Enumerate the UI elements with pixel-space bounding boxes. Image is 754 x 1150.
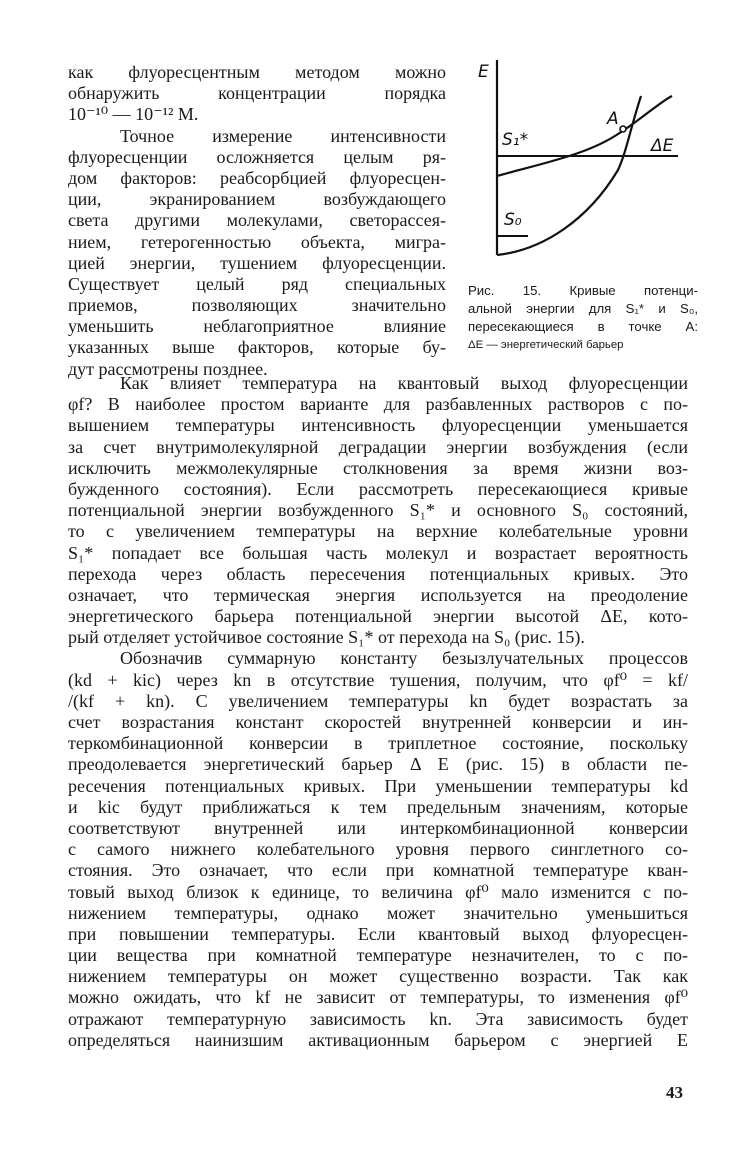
text-line: теркомбинационной конверсии в триплетное состояние, поскольку <box>68 733 688 754</box>
text-line: означает, что термическая энергия используется на преодоление <box>68 584 688 605</box>
axis-label-e: E <box>478 62 489 82</box>
text-line: (kd + kic) через kn в отсутствие тушения, получим, что φf⁰ = kf/ <box>68 669 688 690</box>
barrier-label-delta-e: ΔE <box>651 136 674 156</box>
main-body-text <box>68 373 688 1051</box>
caption-line: Рис. 15. Кривые потенци- <box>468 283 698 298</box>
text-line: перехода через область пересечения потенциальных кривых. Это <box>68 563 688 584</box>
text-line: Как влияет температура на квантовый выход флуоресценции <box>120 373 688 393</box>
text-line: рый отделяет устойчивое состояние S₁* от перехода на S₀ (рис. 15). <box>68 627 585 648</box>
text-line: Точное измерение интенсивности <box>120 125 446 146</box>
text-line: Обозначив суммарную константу безызлучательных процессов <box>120 648 688 669</box>
text-line: ресечения потенциальных кривых. При уменьшении температуры kd <box>68 775 688 796</box>
text-line: энергетического барьера потенциальной энергии высотой ΔE, кото- <box>68 606 688 627</box>
text-line: соответствуют внутренней или интеркомбинационной конверсии <box>68 817 688 838</box>
text-line: 10⁻¹⁰ — 10⁻¹² М. <box>68 104 199 125</box>
text-line: /(kf + kn). С увеличением температуры kn будет возрастать за <box>68 690 688 711</box>
text-line: ции вещества при комнатной температуре незначителен, то с по- <box>68 945 688 966</box>
text-line: при повышении температуры. Если квантовый выход флуоресцен- <box>68 923 688 944</box>
text-line: дом факторов: реабсорбцией флуоресцен- <box>68 167 446 188</box>
caption-line: альной энергии для S₁* и S₀, <box>468 301 698 316</box>
point-label-a: A <box>607 109 619 129</box>
s0-potential-curve <box>497 96 641 255</box>
text-line: потенциальной энергии возбужденного S₁* и основного S₀ состояний, <box>68 500 688 521</box>
text-line: S₁* попадает все большая часть молекул и возрастает вероятность <box>68 542 688 563</box>
text-line: нижением температуры он может существенно возрасти. Так как <box>68 966 688 987</box>
potential-curves-diagram <box>468 58 698 268</box>
text-line: света другими молекулами, светорассея- <box>68 210 446 231</box>
text-line: стояния. Это означает, что если при комнатной температуре кван- <box>68 860 688 881</box>
caption-line: пересекающиеся в точке A: <box>468 319 698 334</box>
text-line: товый выход близок к единице, то величина φf⁰ мало изменится с по- <box>68 881 688 902</box>
text-line: исключить межмолекулярные столкновения за время жизни воз- <box>68 457 688 478</box>
text-line: с самого нижнего колебательного уровня первого синглетного со- <box>68 839 688 860</box>
figure-15 <box>468 58 698 268</box>
text-line: как флуоресцентным методом можно <box>68 62 446 82</box>
text-line: дут рассмотрены позднее. <box>68 358 268 379</box>
text-line: нижением температуры, однако может значительно уменьшиться <box>68 902 688 923</box>
text-line: за счет внутримолекулярной деградации энергии возбуждения (если <box>68 436 688 457</box>
text-line: ции, экранированием возбуждающего <box>68 189 446 210</box>
text-line: приемов, позволяющих значительно <box>68 295 446 316</box>
text-line: нием, гетерогенностью объекта, мигра- <box>68 231 446 252</box>
text-line: отражают температурную зависимость kn. Эта зависимость будет <box>68 1008 688 1029</box>
text-line: то с увеличением температуры на верхние колебательные уровни <box>68 521 688 542</box>
curve-label-s0: S₀ <box>504 210 522 230</box>
text-line: цией энергии, тушением флуоресценции. <box>68 252 446 273</box>
left-column-text <box>68 62 446 380</box>
text-line: Существует целый ряд специальных <box>68 273 446 294</box>
text-line: обнаружить концентрации порядка <box>68 83 446 104</box>
text-line: счет возрастания констант скоростей внутренней конверсии и ин- <box>68 712 688 732</box>
text-line: уменьшить неблагоприятное влияние <box>68 316 446 337</box>
figure-caption <box>468 282 698 354</box>
text-line: φf? В наиболее простом варианте для разбавленных растворов с по- <box>68 394 688 415</box>
text-line: можно ожидать, что kf не зависит от температуры, то изменения φf⁰ <box>68 987 688 1008</box>
text-line: указанных выше факторов, которые бу- <box>68 337 446 358</box>
text-line: бужденного состояния). Если рассмотреть пересекающиеся кривые <box>68 478 688 499</box>
curve-label-s1: S₁* <box>502 130 529 150</box>
text-line: флуоресценции осложняется целым ря- <box>68 146 446 167</box>
caption-line: ΔE — энергетический барьер <box>468 339 624 351</box>
text-line: преодолевается энергетический барьер Δ E (рис. 15) в области пе- <box>68 754 688 775</box>
text-line: определяться наинизшим активационным барьером с энергией E <box>68 1029 688 1050</box>
page-number: 43 <box>666 1083 683 1102</box>
text-line: вышением температуры интенсивность флуоресценции уменьшается <box>68 415 688 436</box>
intersection-point-a <box>620 126 626 132</box>
text-line: и kic будут приближаться к тем предельным значениям, которые <box>68 796 688 817</box>
